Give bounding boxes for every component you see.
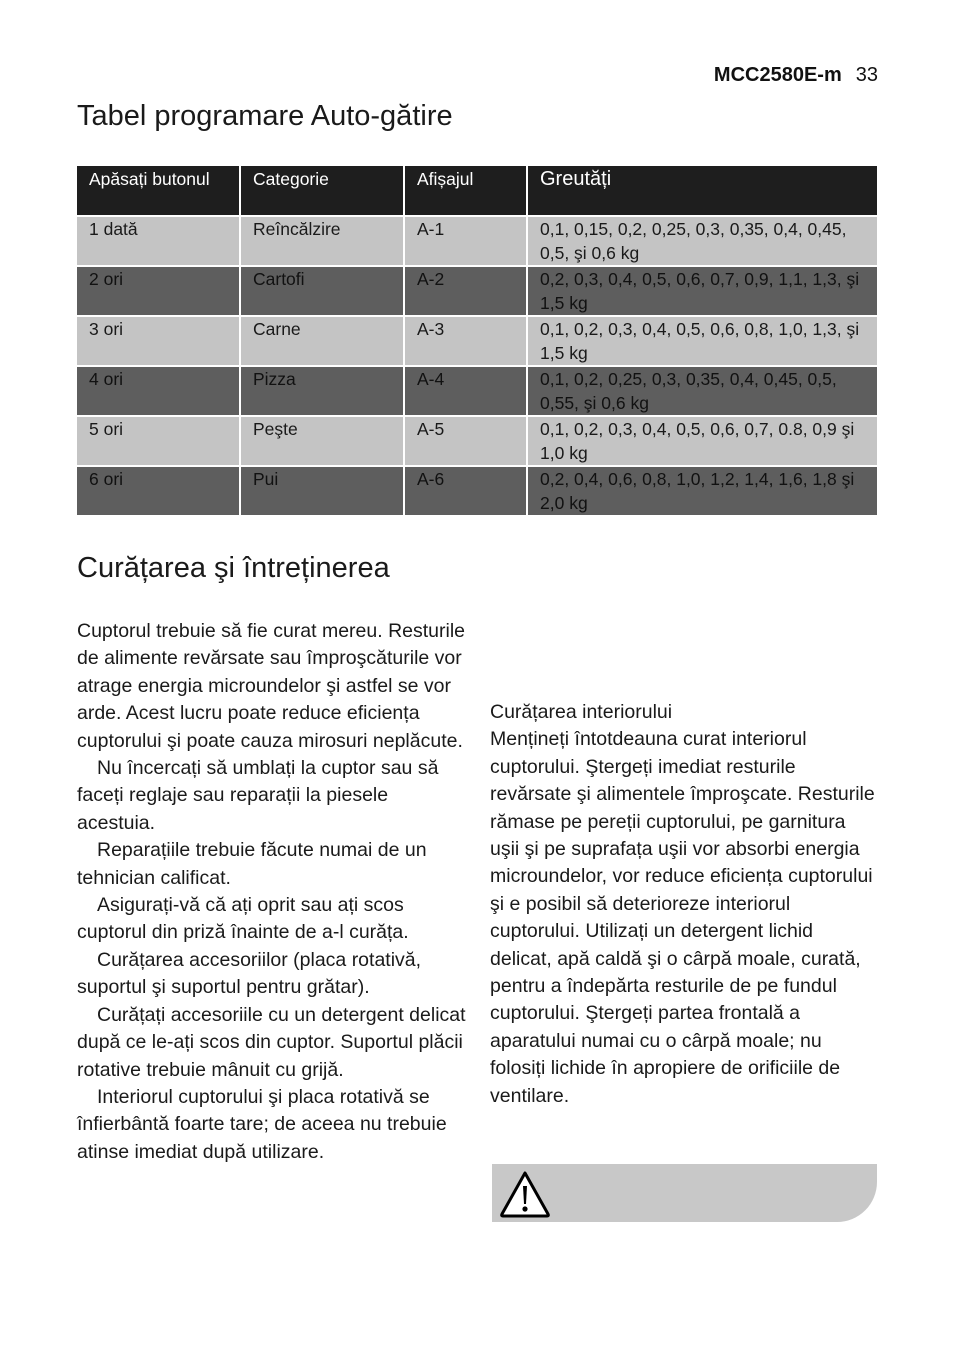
- cell-press: 4 ori: [77, 366, 240, 416]
- cell-category: Peşte: [240, 416, 404, 466]
- table-row: [77, 466, 877, 516]
- table-row: [77, 316, 877, 366]
- table-row: [77, 366, 877, 416]
- cell-display: A-4: [404, 366, 527, 416]
- cell-category: Reîncălzire: [240, 216, 404, 266]
- table-row: [77, 416, 877, 466]
- left-column-text: [77, 618, 467, 1166]
- page-header: [714, 64, 878, 87]
- warning-box: [492, 1164, 877, 1222]
- cell-category: Cartofi: [240, 266, 404, 316]
- warning-triangle-icon: [499, 1170, 551, 1218]
- interior-cleaning-subheading: Curățarea interiorului: [490, 701, 673, 723]
- cell-display: A-1: [404, 216, 527, 266]
- paragraph: Nu încercați să umblați la cuptor sau să faceți reglaje sau reparații la piesele acestuia.: [77, 757, 439, 834]
- cell-press: 5 ori: [77, 416, 240, 466]
- header-weights: Greutăți: [527, 166, 877, 216]
- right-column-text: [490, 699, 880, 1110]
- paragraph: Reparațiile trebuie făcute numai de un tehnician calificat.: [77, 839, 427, 889]
- auto-cook-table: [77, 166, 877, 517]
- cell-weights: 0,1, 0,2, 0,3, 0,4, 0,5, 0,6, 0,8, 1,0, 1,3, şi 1,5 kg: [527, 316, 877, 366]
- paragraph: Curățați accesoriile cu un detergent delicat după ce le-ați scos din cuptor. Suportul plăcii rotative trebuie mânuit cu grijă.: [77, 1003, 466, 1081]
- cell-category: Carne: [240, 316, 404, 366]
- header-display: Afișajul: [404, 166, 527, 216]
- table-section-title: Tabel programare Auto-gătire: [77, 100, 453, 132]
- cell-weights: 0,1, 0,2, 0,3, 0,4, 0,5, 0,6, 0,7, 0.8, 0,9 şi 1,0 kg: [527, 416, 877, 466]
- cell-press: 1 dată: [77, 216, 240, 266]
- cell-press: 3 ori: [77, 316, 240, 366]
- paragraph: Curățarea accesoriilor (placa rotativă, suportul şi suportul pentru grătar).: [77, 948, 422, 999]
- cell-weights: 0,2, 0,4, 0,6, 0,8, 1,0, 1,2, 1,4, 1,6, 1,8 şi 2,0 kg: [527, 466, 877, 516]
- header-category: Categorie: [240, 166, 404, 216]
- paragraph: Cuptorul trebuie să fie curat mereu. Resturile de alimente revărsate sau împroşcăturile vor atrage energia microundelor şi astfel se vor arde. Acest lucru poate reduce eficiența cuptorului şi poate cauza mirosuri neplăcute.: [77, 620, 466, 752]
- cell-display: A-2: [404, 266, 527, 316]
- cell-weights: 0,2, 0,3, 0,4, 0,5, 0,6, 0,7, 0,9, 1,1, 1,3, şi 1,5 kg: [527, 266, 877, 316]
- table-row: [77, 266, 877, 316]
- cell-category: Pizza: [240, 366, 404, 416]
- table-row: [77, 216, 877, 266]
- cell-weights: 0,1, 0,15, 0,2, 0,25, 0,3, 0,35, 0,4, 0,45, 0,5, şi 0,6 kg: [527, 216, 877, 266]
- cell-display: A-6: [404, 466, 527, 516]
- table-header-row: [77, 166, 877, 216]
- cell-display: A-5: [404, 416, 527, 466]
- page-number: 33: [855, 64, 878, 86]
- cell-display: A-3: [404, 316, 527, 366]
- cell-press: 2 ori: [77, 266, 240, 316]
- cell-weights: 0,1, 0,2, 0,25, 0,3, 0,35, 0,4, 0,45, 0,5, 0,55, şi 0,6 kg: [527, 366, 877, 416]
- cell-press: 6 ori: [77, 466, 240, 516]
- model-number: MCC2580E-m: [713, 64, 842, 86]
- header-press-button: Apăsați butonul: [77, 166, 240, 216]
- paragraph: Mențineți întotdeauna curat interiorul cuptorului. Ştergeți imediat resturile revărsate şi alimentele împroşcate. Resturile rămase pe pereții cuptorului, pe garnitura uşii şi pe suprafața uşii vor absorbi energia microundelor, vor reduce eficiența cuptorului şi e posibil să deterioreze interiorul cuptorului. Utilizați un detergent lichid delicat, apă caldă şi o cârpă moale, curată, pentru a îndepărta resturile de pe fundul cuptorului. Ştergeți partea frontală a aparatului numai cu o cârpă moale; nu folosiți lichide în apropiere de orificiile de ventilare.: [490, 728, 875, 1107]
- cell-category: Pui: [240, 466, 404, 516]
- paragraph: Interiorul cuptorului şi placa rotativă se înfierbântă foarte tare; de aceea nu trebuie atinse imediat după utilizare.: [77, 1085, 447, 1163]
- cleaning-section-title: Curățarea şi întreținerea: [77, 552, 390, 584]
- paragraph: Asigurați-vă că ați oprit sau ați scos cuptorul din priză înainte de a-l curăța.: [77, 894, 409, 944]
